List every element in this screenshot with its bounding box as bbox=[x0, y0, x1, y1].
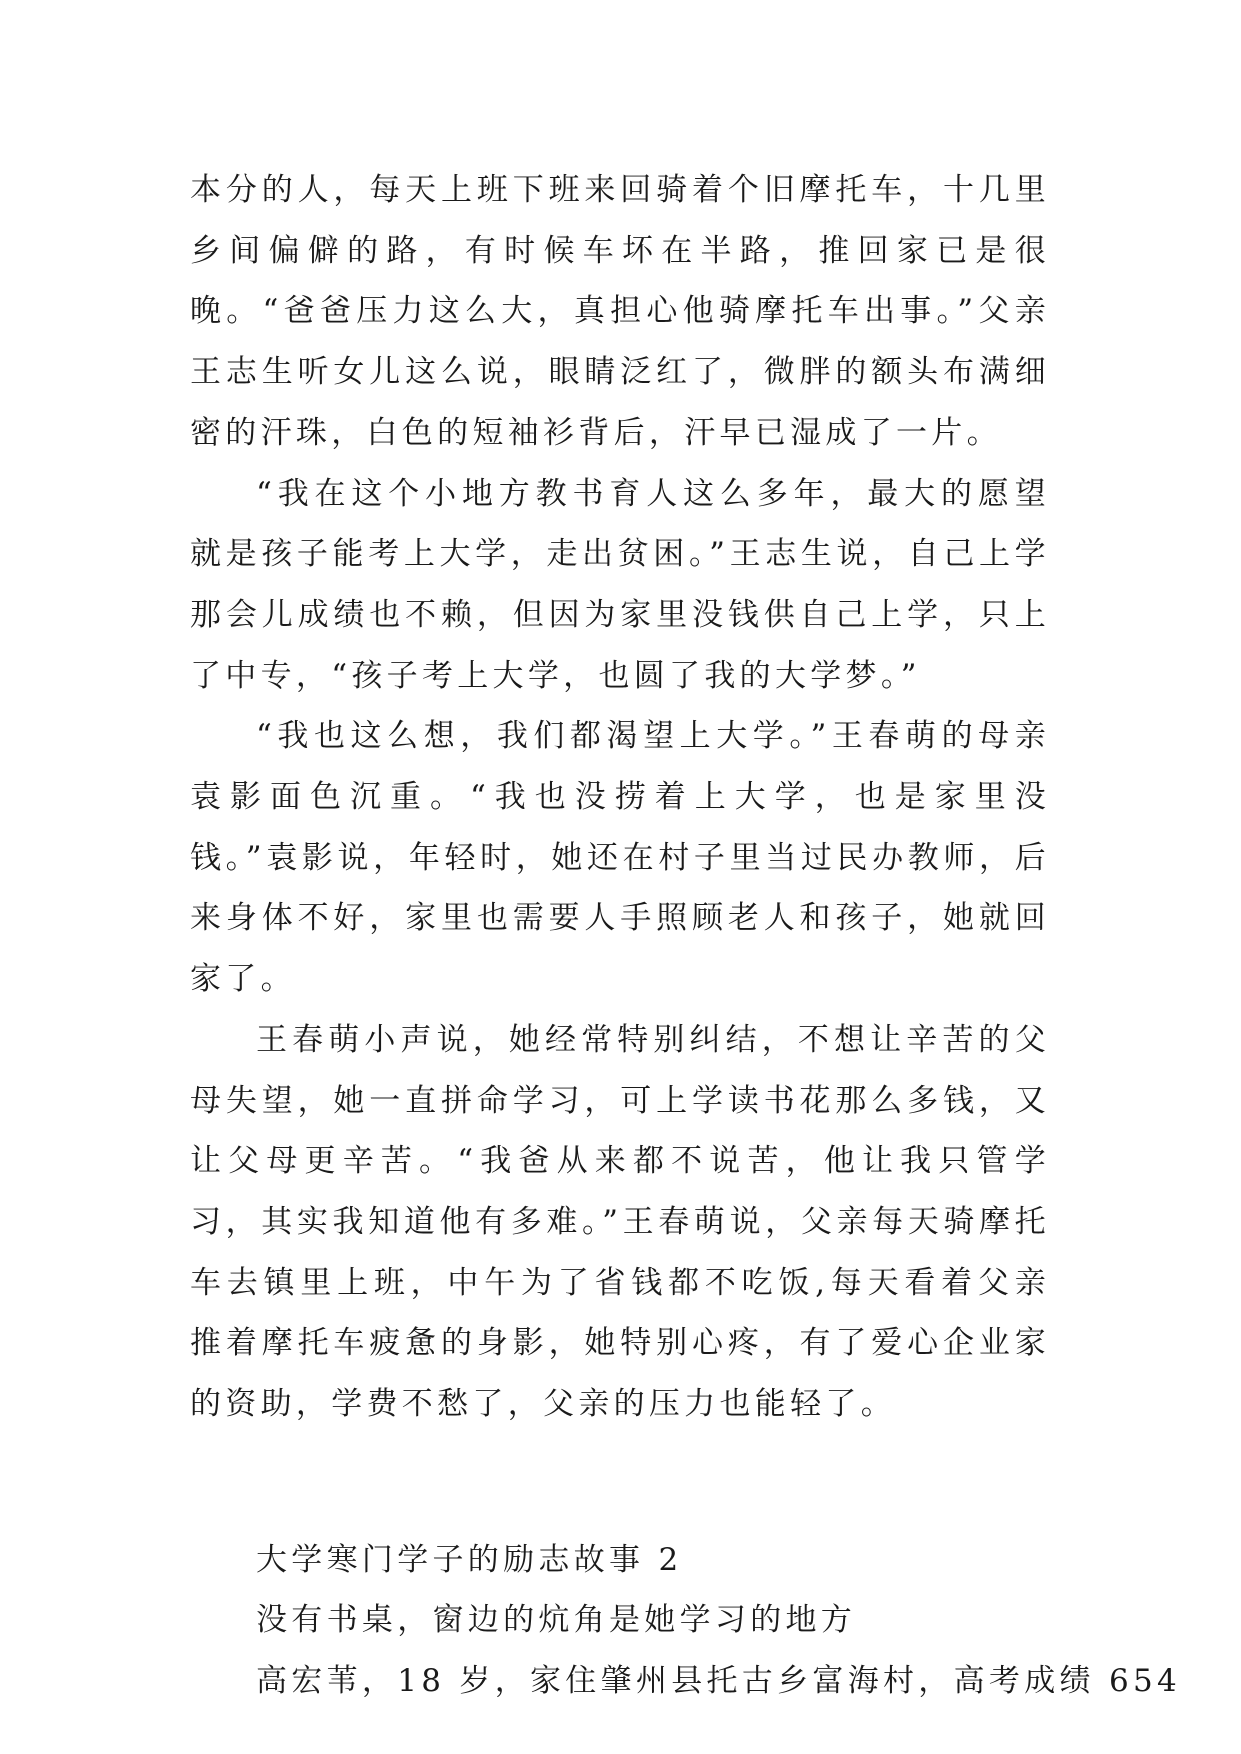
paragraph-yuan-ying-quote: “我也这么想，我们都渴望上大学。”王春萌的母亲袁影面色沉重。“我也没捞着上大学，也是家里没钱。”袁影说，年轻时，她还在村子里当过民办教师，后来身体不好，家里也需要人手照顾老人和孩子，她就回家了。 bbox=[190, 718, 1050, 998]
section-subtitle: 没有书桌，窗边的炕角是她学习的地方 bbox=[256, 1602, 857, 1639]
paragraph-continued: 本分的人，每天上班下班来回骑着个旧摩托车，十几里乡间偏僻的路，有时候车坏在半路，推回家已是很晚。“爸爸压力这么大，真担心他骑摩托车出事。”父亲王志生听女儿这么说，眼睛泛红了，微胖的额头布满细密的汗珠，白色的短袖衫背后，汗早已湿成了一片。 bbox=[190, 172, 1050, 451]
paragraph-wang-chunmeng: 王春萌小声说，她经常特别纠结，不想让辛苦的父母失望，她一直拼命学习，可上学读书花那么多钱，又让父母更辛苦。“我爸从来都不说苦，他让我只管学习，其实我知道他有多难。”王春萌说，父亲每天骑摩托车去镇里上班，中午为了省钱都不吃饭,每天看着父亲推着摩托车疲惫的身影，她特别心疼，有了爱心企业家的资助，学费不愁了，父亲的压力也能轻了。 bbox=[190, 1021, 1050, 1423]
paragraph-wang-zhisheng-quote: “我在这个小地方教书育人这么多年，最大的愿望就是孩子能考上大学，走出贫困。”王志生说，自己上学那会儿成绩也不赖，但因为家里没钱供自己上学，只上了中专，“孩子考上大学，也圆了我的大学梦。” bbox=[190, 475, 1050, 694]
section-first-line: 高宏苇，18 岁，家住肇州县托古乡富海村，高考成绩 654 bbox=[256, 1663, 1182, 1700]
section-title: 大学寒门学子的励志故事 2 bbox=[256, 1541, 683, 1578]
document-page bbox=[190, 160, 1182, 1712]
section-spacer bbox=[190, 1435, 1050, 1530]
